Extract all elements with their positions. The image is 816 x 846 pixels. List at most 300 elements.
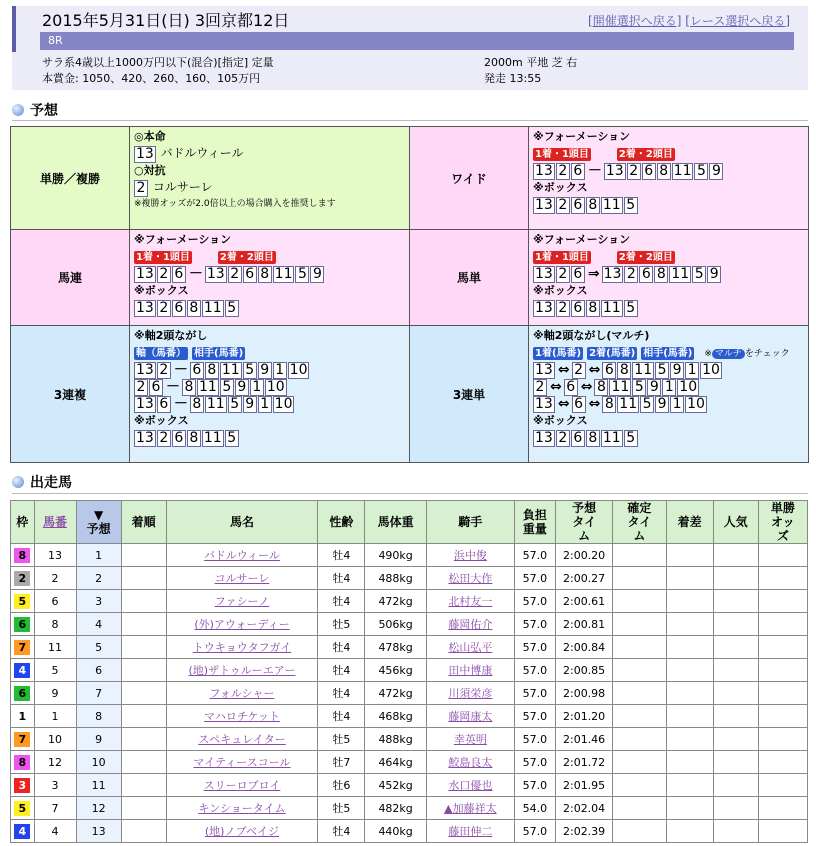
horse-number-box: 8 <box>586 197 600 214</box>
horse-number-box: 13 <box>605 162 624 179</box>
horse-number-box: 11 <box>206 395 225 412</box>
umaban-cell: 4 <box>34 820 76 843</box>
horse-number-box: 5 <box>295 266 309 283</box>
multi-note-pre: ※ <box>704 349 712 359</box>
horse-number-box: 5 <box>225 300 239 317</box>
formation-row <box>533 162 804 179</box>
horse-number-box: 5 <box>220 379 234 396</box>
umaban-cell: 6 <box>34 590 76 613</box>
chakusa-cell <box>666 659 713 682</box>
horse-number-box: 13 <box>535 265 553 282</box>
horse-number-box: 9 <box>235 379 249 396</box>
odds-cell <box>758 544 807 567</box>
col-yoso[interactable] <box>76 501 121 544</box>
tag-first: 1着・1頭目 <box>535 252 589 263</box>
double-arrow-icon: ⇔ <box>588 395 601 412</box>
chakusa-cell <box>666 705 713 728</box>
horse-number-box: 13 <box>136 299 154 316</box>
horse-name-link[interactable]: フォルシャー <box>166 682 318 705</box>
seirei-cell: 牡6 <box>318 774 365 797</box>
jockey-link[interactable]: 幸英明 <box>426 728 514 751</box>
horse-number-box: 13 <box>535 196 553 213</box>
horse-number-box: 2 <box>157 266 171 283</box>
odds-cell <box>758 797 807 820</box>
chakujun-cell <box>121 820 166 843</box>
taikou-row <box>134 179 405 196</box>
odds-cell <box>758 728 807 751</box>
seirei-cell: 牡5 <box>318 797 365 820</box>
col-kakutei <box>613 501 666 544</box>
col-bataiju: 馬体重 <box>365 501 426 544</box>
section-divider <box>12 120 808 121</box>
tag-second: 2着・2頭目 <box>219 252 274 263</box>
ninki-cell <box>713 705 758 728</box>
col-yosotime <box>555 501 612 544</box>
umaren-cell <box>130 230 410 326</box>
horse-number-box: 1 <box>670 396 684 413</box>
waku-cell <box>11 636 35 659</box>
yoso-cell: 2 <box>76 567 121 590</box>
horse-number-box: 5 <box>632 379 646 396</box>
horse-number-box: 5 <box>624 300 638 317</box>
horse-number-box: 6 <box>639 266 653 283</box>
wide-label: ワイド <box>410 127 529 230</box>
horse-number-box: 11 <box>203 429 222 446</box>
horse-number-box: 5 <box>655 362 669 379</box>
formation-row <box>134 265 405 282</box>
horse-number-box: 1 <box>662 379 676 396</box>
horse-number-box: 9 <box>707 266 721 283</box>
futan-cell: 57.0 <box>514 544 555 567</box>
prediction-table <box>10 126 809 463</box>
waku-badge: 8 <box>14 755 30 770</box>
horse-number-box: 6 <box>571 163 585 180</box>
bataiju-cell: 472kg <box>365 590 426 613</box>
horse-number-box: 6 <box>157 396 171 413</box>
yosotime-cell: 2:01.20 <box>555 705 612 728</box>
horse-number-box: 11 <box>602 429 621 446</box>
horse-number-box: 2 <box>533 379 547 396</box>
chakusa-cell <box>666 728 713 751</box>
horse-number-box: 2 <box>556 197 570 214</box>
tag-aite: 相手(馬番) <box>194 348 244 359</box>
horse-number-box: 13 <box>136 265 154 282</box>
table-row <box>11 820 808 843</box>
ninki-cell <box>713 636 758 659</box>
horse-number-box: 6 <box>571 300 585 317</box>
yosotime-cell: 2:01.46 <box>555 728 612 751</box>
col-chakujun: 着順 <box>121 501 166 544</box>
horse-number-box: 6 <box>149 379 163 396</box>
jiku-multi-tags <box>533 344 804 361</box>
umaban-cell: 10 <box>34 728 76 751</box>
jockey-link[interactable]: 鮫島良太 <box>426 751 514 774</box>
horse-number-box: 9 <box>243 396 257 413</box>
waku-badge: 5 <box>14 801 30 816</box>
seirei-cell: 牡4 <box>318 659 365 682</box>
prediction-section-title: 予想 <box>12 100 58 120</box>
table-row <box>11 751 808 774</box>
horse-number-box: 11 <box>619 395 638 412</box>
horse-name-link[interactable]: (地)ノブベイジ <box>166 820 318 843</box>
umaban-cell: 12 <box>34 751 76 774</box>
double-arrow-icon: ⇔ <box>580 378 593 395</box>
col-yosotime-label: 予想タイム <box>572 501 597 543</box>
horse-number-box: 6 <box>602 362 616 379</box>
kakutei-cell <box>613 567 666 590</box>
waku-badge: 2 <box>14 571 30 586</box>
race-date: 2015年5月31日(日) 3回京都12日 <box>42 11 290 30</box>
kakutei-cell <box>613 544 666 567</box>
col-odds <box>758 501 807 544</box>
jockey-link[interactable]: 藤岡康太 <box>426 705 514 728</box>
ninki-cell <box>713 774 758 797</box>
yosotime-cell: 2:00.85 <box>555 659 612 682</box>
table-row <box>11 544 808 567</box>
box-row <box>533 299 804 316</box>
horse-number-box: 13 <box>136 395 154 412</box>
jiku-multi-label: ※軸2頭ながし(マルチ) <box>533 329 650 342</box>
table-row <box>11 774 808 797</box>
umatan-cell <box>529 230 809 326</box>
kakutei-cell <box>613 636 666 659</box>
horse-number-box: 6 <box>172 300 186 317</box>
waku-cell <box>11 751 35 774</box>
waku-cell <box>11 682 35 705</box>
fuku-row <box>134 361 405 378</box>
chakujun-cell <box>121 659 166 682</box>
waku-badge: 5 <box>14 594 30 609</box>
yoso-cell: 9 <box>76 728 121 751</box>
jockey-link[interactable]: 北村友一 <box>426 590 514 613</box>
seirei-cell: 牡5 <box>318 728 365 751</box>
horse-number-box: 6 <box>571 430 585 447</box>
horse-number-box: 6 <box>172 266 186 283</box>
horse-number-box: 10 <box>266 378 285 395</box>
yosotime-cell: 2:00.81 <box>555 613 612 636</box>
odds-cell <box>758 636 807 659</box>
sanrenpuku-cell <box>130 326 410 463</box>
table-row <box>11 728 808 751</box>
horse-number-box: 9 <box>647 379 661 396</box>
table-row <box>11 682 808 705</box>
horse-name-link[interactable]: スペキュレイター <box>166 728 318 751</box>
umatan-label: 馬単 <box>410 230 529 326</box>
umaban-cell: 3 <box>34 774 76 797</box>
col-ninki: 人気 <box>713 501 758 544</box>
bataiju-cell: 488kg <box>365 728 426 751</box>
chakusa-cell <box>666 751 713 774</box>
seirei-cell: 牡7 <box>318 751 365 774</box>
bataiju-cell: 440kg <box>365 820 426 843</box>
horse-name-link[interactable]: マイティースコール <box>166 751 318 774</box>
bataiju-cell: 506kg <box>365 613 426 636</box>
horse-number-box: 13 <box>535 299 553 316</box>
waku-cell <box>11 613 35 636</box>
horse-number-box: 5 <box>694 163 708 180</box>
horse-name-link[interactable]: スリーロブロイ <box>166 774 318 797</box>
horse-number-box: 2 <box>556 163 570 180</box>
yosotime-cell: 2:00.84 <box>555 636 612 659</box>
umaban-cell: 11 <box>34 636 76 659</box>
col-chakusa: 着差 <box>666 501 713 544</box>
jockey-link[interactable]: 藤岡佑介 <box>426 613 514 636</box>
yoso-cell: 4 <box>76 613 121 636</box>
sanrentan-cell <box>529 326 809 463</box>
horse-number-box: 6 <box>571 266 585 283</box>
chakusa-cell <box>666 636 713 659</box>
futan-cell: 57.0 <box>514 728 555 751</box>
yosotime-cell: 2:02.39 <box>555 820 612 843</box>
tan-row <box>533 378 804 395</box>
chakujun-cell <box>121 613 166 636</box>
formation-label: ※フォーメーション <box>134 233 232 246</box>
bataiju-cell: 490kg <box>365 544 426 567</box>
sort-umaban-link[interactable]: 馬番 <box>43 515 68 529</box>
horse-name-link[interactable]: トウキョウタフガイ <box>166 636 318 659</box>
horse-number-box: 9 <box>310 266 324 283</box>
horse-number-box: 13 <box>136 429 154 446</box>
double-arrow-icon: ⇔ <box>557 395 570 412</box>
chakusa-cell <box>666 567 713 590</box>
double-arrow-icon: ⇔ <box>588 361 601 378</box>
chakujun-cell <box>121 728 166 751</box>
chakujun-cell <box>121 636 166 659</box>
yosotime-cell: 2:01.95 <box>555 774 612 797</box>
nav-links <box>588 12 790 29</box>
horse-number-box: 10 <box>702 361 720 378</box>
chakusa-cell <box>666 682 713 705</box>
taikou-label: ○対抗 <box>134 164 166 177</box>
race-condition: サラ系4歳以上1000万円以下(混合)[指定] 定量 <box>42 56 274 69</box>
waku-badge: 3 <box>14 778 30 793</box>
bataiju-cell: 478kg <box>365 636 426 659</box>
horse-number-box: 2 <box>228 266 242 283</box>
box-label: ※ボックス <box>533 414 588 427</box>
yoso-cell: 13 <box>76 820 121 843</box>
bataiju-cell: 464kg <box>365 751 426 774</box>
horse-number-box: 11 <box>673 162 692 179</box>
ninki-cell <box>713 820 758 843</box>
dash-icon: － <box>173 361 188 378</box>
tag-aite2: 相手(馬番) <box>643 348 693 359</box>
horse-number-box: 8 <box>190 396 204 413</box>
horse-number-box: 8 <box>617 362 631 379</box>
dash-icon: － <box>587 162 602 179</box>
horse-number-box: 9 <box>670 362 684 379</box>
ninki-cell <box>713 728 758 751</box>
yosotime-cell: 2:00.98 <box>555 682 612 705</box>
horse-name-link[interactable]: (外)アウォーディー <box>166 613 318 636</box>
jockey-link[interactable]: 水口優也 <box>426 774 514 797</box>
section-divider <box>12 493 808 494</box>
horse-number-box: 11 <box>274 265 293 282</box>
seirei-cell: 牡4 <box>318 820 365 843</box>
futan-cell: 57.0 <box>514 751 555 774</box>
horse-number-box: 2 <box>627 163 641 180</box>
odds-cell <box>758 774 807 797</box>
horse-number-box: 6 <box>243 266 257 283</box>
chakujun-cell <box>121 567 166 590</box>
chakujun-cell <box>121 751 166 774</box>
jockey-link[interactable]: 藤田伸二 <box>426 820 514 843</box>
horse-name-link[interactable]: ファシーノ <box>166 590 318 613</box>
yosotime-cell: 2:00.27 <box>555 567 612 590</box>
waku-cell <box>11 820 35 843</box>
col-odds-label: 単勝オッズ <box>770 501 795 543</box>
umaban-cell: 9 <box>34 682 76 705</box>
horse-number-box: 2 <box>157 430 171 447</box>
umaren-label: 馬連 <box>11 230 130 326</box>
horse-name-link[interactable]: コルサーレ <box>166 567 318 590</box>
tan-row <box>533 361 804 378</box>
kakutei-cell <box>613 590 666 613</box>
chakujun-cell <box>121 797 166 820</box>
sanrentan-label: 3連単 <box>410 326 529 463</box>
futan-cell: 57.0 <box>514 636 555 659</box>
horse-number-box: 10 <box>289 361 308 378</box>
waku-badge: 4 <box>14 663 30 678</box>
yoso-cell: 10 <box>76 751 121 774</box>
chakujun-cell <box>121 544 166 567</box>
tag-2nd: 2着(馬番) <box>589 348 636 359</box>
umaban-cell: 5 <box>34 659 76 682</box>
horse-number-box: 9 <box>709 163 723 180</box>
seirei-cell: 牡4 <box>318 636 365 659</box>
kakutei-cell <box>613 728 666 751</box>
horse-number-box: 1 <box>273 362 287 379</box>
box-label: ※ボックス <box>533 284 588 297</box>
horse-number-box: 13 <box>136 361 154 378</box>
race-start-time: 発走 13:55 <box>484 72 542 85</box>
horse-number-box: 2 <box>556 266 570 283</box>
dash-icon: － <box>166 378 180 395</box>
jiku-tags <box>134 344 405 361</box>
odds-cell <box>758 682 807 705</box>
horse-number-box: 11 <box>611 378 630 395</box>
table-row <box>11 797 808 820</box>
horse-name-link[interactable]: マハロチケット <box>166 705 318 728</box>
taikou-name: コルサーレ <box>152 180 213 194</box>
seirei-cell: 牡4 <box>318 544 365 567</box>
race-prize: 本賞金: 1050、420、260、160、105万円 <box>42 72 261 85</box>
double-arrow-icon: ⇔ <box>557 361 570 378</box>
seirei-cell: 牡4 <box>318 705 365 728</box>
kakutei-cell <box>613 682 666 705</box>
runners-section-title: 出走馬 <box>12 472 72 492</box>
back-to-kaisai-link[interactable]: [開催選択へ戻る] <box>588 14 682 28</box>
kakutei-cell <box>613 751 666 774</box>
horse-number-box: 6 <box>564 379 578 396</box>
horse-number-box: 8 <box>654 266 668 283</box>
chakusa-cell <box>666 774 713 797</box>
jockey-link[interactable]: 川須栄彦 <box>426 682 514 705</box>
horse-number-box: 8 <box>602 396 616 413</box>
chakusa-cell <box>666 544 713 567</box>
chakusa-cell <box>666 820 713 843</box>
horse-number-box: 10 <box>687 395 705 412</box>
horse-number-box: 2 <box>157 362 171 379</box>
jockey-link[interactable]: ▲加藤祥太 <box>426 797 514 820</box>
jockey-link[interactable]: 松田大作 <box>426 567 514 590</box>
futan-cell: 57.0 <box>514 774 555 797</box>
horse-number-box: 13 <box>535 429 553 446</box>
horse-name-link[interactable]: キンショータイム <box>166 797 318 820</box>
horse-number-box: 5 <box>228 396 242 413</box>
jockey-link[interactable]: 田中博康 <box>426 659 514 682</box>
sanrenpuku-label: 3連複 <box>11 326 130 463</box>
back-to-race-link[interactable]: [レース選択へ戻る] <box>685 14 790 28</box>
honmei-row <box>134 145 405 162</box>
yoso-cell: 1 <box>76 544 121 567</box>
double-arrow-icon: ⇔ <box>550 378 562 395</box>
horse-number-box: 11 <box>602 299 621 316</box>
yosotime-cell: 2:02.04 <box>555 797 612 820</box>
col-bamei: 馬名 <box>166 501 318 544</box>
horse-number-box: 8 <box>594 379 608 396</box>
jiku-label: ※軸2頭ながし <box>134 329 208 342</box>
horse-number-box: 6 <box>190 362 204 379</box>
horse-number-box: 13 <box>535 162 553 179</box>
horse-number-box: 8 <box>258 266 272 283</box>
box-label: ※ボックス <box>134 414 189 427</box>
yoso-cell: 6 <box>76 659 121 682</box>
odds-cell <box>758 613 807 636</box>
box-label: ※ボックス <box>533 181 588 194</box>
jockey-link[interactable]: 浜中俊 <box>426 544 514 567</box>
jockey-link[interactable]: 松山弘平 <box>426 636 514 659</box>
waku-cell <box>11 590 35 613</box>
horse-number-box: 11 <box>221 361 240 378</box>
horse-number-box: 11 <box>602 196 621 213</box>
futan-cell: 54.0 <box>514 797 555 820</box>
waku-cell <box>11 567 35 590</box>
horse-number-box: 11 <box>199 378 217 395</box>
col-umaban[interactable] <box>34 501 76 544</box>
table-row <box>11 590 808 613</box>
table-row <box>11 659 808 682</box>
ninki-cell <box>713 544 758 567</box>
tag-second: 2着・2頭目 <box>618 252 673 263</box>
ninki-cell <box>713 659 758 682</box>
table-row <box>11 613 808 636</box>
fuku-row <box>134 395 405 412</box>
tan-row <box>533 395 804 412</box>
odds-cell <box>758 659 807 682</box>
horse-number-box: 10 <box>679 378 698 395</box>
chakujun-cell <box>121 774 166 797</box>
table-row <box>11 567 808 590</box>
horse-name-link[interactable]: (地)ザトゥルーエアー <box>166 659 318 682</box>
bataiju-cell: 468kg <box>365 705 426 728</box>
waku-badge: 6 <box>14 686 30 701</box>
waku-cell <box>11 544 35 567</box>
horse-number-box: 10 <box>274 395 293 412</box>
waku-badge: 1 <box>14 709 30 724</box>
taikou-number: 2 <box>134 180 148 197</box>
col-kishu: 騎手 <box>426 501 514 544</box>
col-futan <box>514 501 555 544</box>
box-row <box>134 429 405 446</box>
tag-first: 1着・1頭目 <box>136 252 190 263</box>
ninki-cell <box>713 567 758 590</box>
tag-second: 2着・2頭目 <box>618 149 673 160</box>
waku-cell <box>11 659 35 682</box>
horse-name-link[interactable]: バドルウィール <box>166 544 318 567</box>
honmei-label: ◎本命 <box>134 130 166 143</box>
horse-number-box: 8 <box>182 379 196 396</box>
header-accent-bar <box>12 6 16 52</box>
